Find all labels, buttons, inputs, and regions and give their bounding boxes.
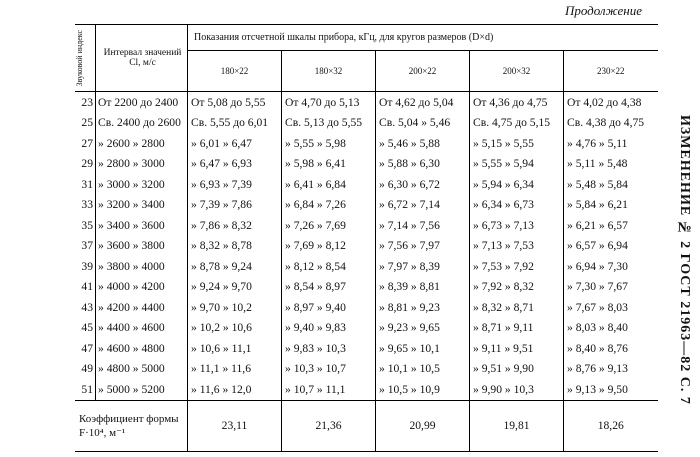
reading-cell: » 8,54 » 8,97 xyxy=(282,277,376,298)
reading-cell: » 6,93 » 7,39 xyxy=(188,174,282,195)
reading-cell: » 7,26 » 7,69 xyxy=(282,215,376,236)
sound-index-cell: 33 xyxy=(75,195,96,216)
code-header: Звуковой индекс xyxy=(75,25,96,92)
sound-index-cell: 35 xyxy=(75,215,96,236)
sound-index-cell: 39 xyxy=(75,256,96,277)
reading-cell: » 6,30 » 6,72 xyxy=(376,174,470,195)
interval-cell: » 3400 » 3600 xyxy=(96,215,188,236)
interval-cell: » 3000 » 3200 xyxy=(96,174,188,195)
reading-cell: » 6,84 » 7,26 xyxy=(282,195,376,216)
reading-cell: » 7,13 » 7,53 xyxy=(470,236,564,257)
reading-cell: » 8,78 » 9,24 xyxy=(188,256,282,277)
frequency-table xyxy=(75,24,658,452)
sound-index-cell: 31 xyxy=(75,174,96,195)
table-row xyxy=(75,277,658,298)
reading-cell: Св. 4,38 до 4,75 xyxy=(564,113,658,134)
interval-header: Интервал значений Cl, м/с xyxy=(96,25,188,92)
size-header: 230×22 xyxy=(564,51,658,92)
reading-cell: » 6,94 » 7,30 xyxy=(564,256,658,277)
interval-cell: » 4400 » 4600 xyxy=(96,318,188,339)
sound-index-cell: 51 xyxy=(75,379,96,400)
reading-cell: » 9,83 » 10,3 xyxy=(282,338,376,359)
interval-cell: От 2200 до 2400 xyxy=(96,92,188,113)
reading-cell: » 6,72 » 7,14 xyxy=(376,195,470,216)
sound-index-cell: 47 xyxy=(75,338,96,359)
reading-cell: » 8,71 » 9,11 xyxy=(470,318,564,339)
sound-index-cell: 25 xyxy=(75,113,96,134)
reading-cell: От 4,36 до 4,75 xyxy=(470,92,564,113)
reading-cell: » 6,41 » 6,84 xyxy=(282,174,376,195)
reading-cell: » 9,23 » 9,65 xyxy=(376,318,470,339)
reading-cell: » 11,1 » 11,6 xyxy=(188,359,282,380)
reading-cell: » 6,21 » 6,57 xyxy=(564,215,658,236)
shape-factor-value: 23,11 xyxy=(188,400,282,451)
table-row xyxy=(75,195,658,216)
table-row xyxy=(75,92,658,113)
sound-index-cell: 29 xyxy=(75,154,96,175)
reading-cell: » 8,39 » 8,81 xyxy=(376,277,470,298)
interval-cell: » 2600 » 2800 xyxy=(96,133,188,154)
reading-cell: » 7,86 » 8,32 xyxy=(188,215,282,236)
reading-cell: » 7,97 » 8,39 xyxy=(376,256,470,277)
reading-cell: » 7,30 » 7,67 xyxy=(564,277,658,298)
table-row xyxy=(75,154,658,175)
interval-cell: » 4800 » 5000 xyxy=(96,359,188,380)
reading-cell: » 5,15 » 5,55 xyxy=(470,133,564,154)
reading-cell: » 5,88 » 6,30 xyxy=(376,154,470,175)
reading-cell: » 6,01 » 6,47 xyxy=(188,133,282,154)
reading-cell: От 4,62 до 5,04 xyxy=(376,92,470,113)
reading-cell: » 5,46 » 5,88 xyxy=(376,133,470,154)
reading-cell: » 5,94 » 6,34 xyxy=(470,174,564,195)
table-row xyxy=(75,318,658,339)
reading-cell: » 7,39 » 7,86 xyxy=(188,195,282,216)
reading-cell: » 10,7 » 11,1 xyxy=(282,379,376,400)
reading-cell: » 10,6 » 11,1 xyxy=(188,338,282,359)
reading-cell: » 10,1 » 10,5 xyxy=(376,359,470,380)
shape-factor-value: 20,99 xyxy=(376,400,470,451)
table-row xyxy=(75,359,658,380)
reading-cell: » 10,2 » 10,6 xyxy=(188,318,282,339)
reading-cell: » 11,6 » 12,0 xyxy=(188,379,282,400)
reading-cell: » 8,32 » 8,78 xyxy=(188,236,282,257)
sound-index-cell: 41 xyxy=(75,277,96,298)
reading-cell: » 9,51 » 9,90 xyxy=(470,359,564,380)
reading-cell: » 8,40 » 8,76 xyxy=(564,338,658,359)
reading-cell: Св. 5,04 » 5,46 xyxy=(376,113,470,134)
sound-index-cell: 43 xyxy=(75,297,96,318)
reading-cell: » 7,14 » 7,56 xyxy=(376,215,470,236)
table-row xyxy=(75,236,658,257)
reading-cell: » 6,34 » 6,73 xyxy=(470,195,564,216)
reading-cell: » 9,90 » 10,3 xyxy=(470,379,564,400)
reading-cell: » 9,13 » 9,50 xyxy=(564,379,658,400)
reading-cell: » 8,12 » 8,54 xyxy=(282,256,376,277)
reading-cell: » 10,3 » 10,7 xyxy=(282,359,376,380)
interval-cell: » 3800 » 4000 xyxy=(96,256,188,277)
interval-cell: » 4000 » 4200 xyxy=(96,277,188,298)
side-title: ИЗМЕНЕНИЕ № 2 ГОСТ 21963—82 С. 7 xyxy=(677,115,692,405)
reading-cell: » 5,48 » 5,84 xyxy=(564,174,658,195)
reading-cell: » 8,97 » 9,40 xyxy=(282,297,376,318)
reading-cell: » 8,81 » 9,23 xyxy=(376,297,470,318)
shape-factor-value: 18,26 xyxy=(564,400,658,451)
table-row xyxy=(75,256,658,277)
sound-index-cell: 37 xyxy=(75,236,96,257)
reading-cell: » 8,03 » 8,40 xyxy=(564,318,658,339)
reading-cell: » 5,11 » 5,48 xyxy=(564,154,658,175)
interval-cell: » 4200 » 4400 xyxy=(96,297,188,318)
reading-cell: » 9,24 » 9,70 xyxy=(188,277,282,298)
reading-cell: » 6,73 » 7,13 xyxy=(470,215,564,236)
interval-cell: » 4600 » 4800 xyxy=(96,338,188,359)
reading-cell: » 5,98 » 6,41 xyxy=(282,154,376,175)
table-row xyxy=(75,113,658,134)
reading-cell: » 9,40 » 9,83 xyxy=(282,318,376,339)
table-row xyxy=(75,133,658,154)
reading-cell: » 7,53 » 7,92 xyxy=(470,256,564,277)
reading-cell: » 8,76 » 9,13 xyxy=(564,359,658,380)
reading-cell: » 5,55 » 5,98 xyxy=(282,133,376,154)
table-row xyxy=(75,215,658,236)
reading-cell: » 6,47 » 6,93 xyxy=(188,154,282,175)
interval-cell: » 3600 » 3800 xyxy=(96,236,188,257)
shape-factor-label: Коэффициент формы F·10⁴, м⁻¹ xyxy=(75,400,188,451)
reading-cell: От 4,02 до 4,38 xyxy=(564,92,658,113)
table-row xyxy=(75,338,658,359)
continuation-label: Продолжение xyxy=(564,3,642,18)
reading-cell: » 5,84 » 6,21 xyxy=(564,195,658,216)
interval-cell: Св. 2400 до 2600 xyxy=(96,113,188,134)
size-header: 180×32 xyxy=(282,51,376,92)
shape-factor-value: 19,81 xyxy=(470,400,564,451)
reading-cell: Св. 4,75 до 5,15 xyxy=(470,113,564,134)
size-header: 200×32 xyxy=(470,51,564,92)
sound-index-cell: 49 xyxy=(75,359,96,380)
interval-cell: » 3200 » 3400 xyxy=(96,195,188,216)
reading-cell: » 5,55 » 5,94 xyxy=(470,154,564,175)
reading-cell: » 9,65 » 10,1 xyxy=(376,338,470,359)
shape-factor-value: 21,36 xyxy=(282,400,376,451)
size-header: 180×22 xyxy=(188,51,282,92)
sound-index-cell: 45 xyxy=(75,318,96,339)
reading-cell: » 10,5 » 10,9 xyxy=(376,379,470,400)
reading-cell: » 7,56 » 7,97 xyxy=(376,236,470,257)
shape-factor-row xyxy=(75,400,658,451)
reading-cell: » 9,11 » 9,51 xyxy=(470,338,564,359)
reading-cell: От 4,70 до 5,13 xyxy=(282,92,376,113)
sound-index-cell: 27 xyxy=(75,133,96,154)
reading-cell: » 9,70 » 10,2 xyxy=(188,297,282,318)
reading-cell: » 7,69 » 8,12 xyxy=(282,236,376,257)
reading-cell: » 7,92 » 8,32 xyxy=(470,277,564,298)
table-row xyxy=(75,379,658,400)
reading-cell: Св. 5,55 до 6,01 xyxy=(188,113,282,134)
readings-header: Показания отсчетной шкалы прибора, кГц, для кругов размеров (D×d) xyxy=(188,25,658,51)
reading-cell: » 7,67 » 8,03 xyxy=(564,297,658,318)
reading-cell: От 5,08 до 5,55 xyxy=(188,92,282,113)
interval-cell: » 5000 » 5200 xyxy=(96,379,188,400)
reading-cell: » 8,32 » 8,71 xyxy=(470,297,564,318)
table-row xyxy=(75,174,658,195)
reading-cell: » 4,76 » 5,11 xyxy=(564,133,658,154)
reading-cell: » 6,57 » 6,94 xyxy=(564,236,658,257)
table-row xyxy=(75,297,658,318)
reading-cell: Св. 5,13 до 5,55 xyxy=(282,113,376,134)
size-header: 200×22 xyxy=(376,51,470,92)
sound-index-cell: 23 xyxy=(75,92,96,113)
interval-cell: » 2800 » 3000 xyxy=(96,154,188,175)
